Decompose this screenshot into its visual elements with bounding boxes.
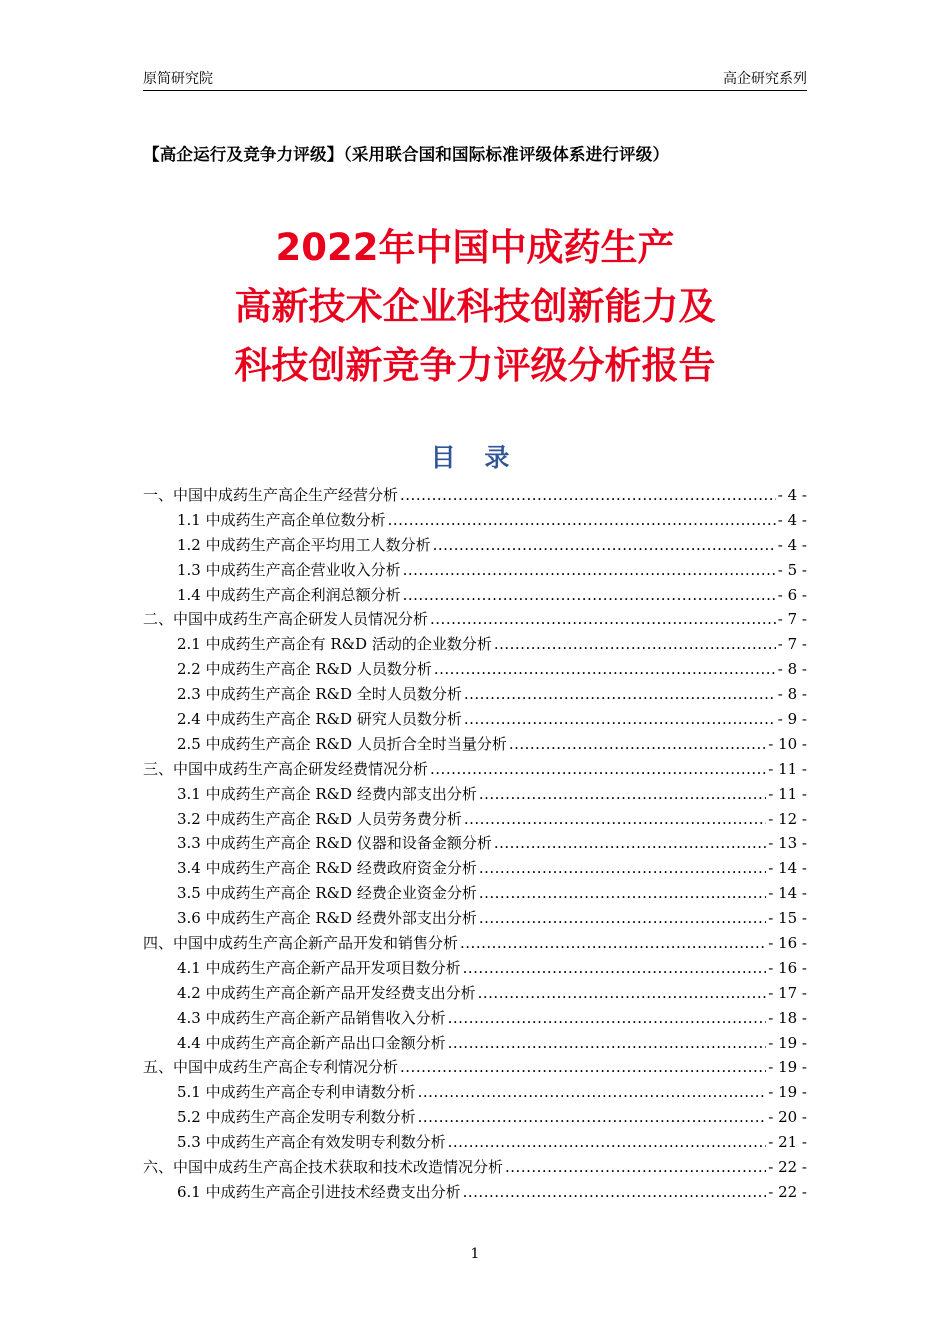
toc-dot-leader [479,785,766,803]
toc-entry-page: - 4 - [777,510,807,529]
toc-entry-label: 3.1 中成药生产高企 R&D 经费内部支出分析 [177,784,477,803]
toc-dot-leader [479,884,766,902]
page-header [143,66,807,91]
toc-subsection-entry[interactable] [143,808,807,833]
toc-dot-leader [494,834,766,852]
toc-entry-label: 3.3 中成药生产高企 R&D 仪器和设备金额分析 [177,834,492,853]
toc-subsection-entry[interactable] [143,509,807,534]
toc-entry-page: - 13 - [768,834,807,853]
toc-subsection-entry[interactable] [143,857,807,882]
report-title-line-3: 科技创新竞争力评级分析报告 [234,344,716,387]
toc-dot-leader [403,586,776,604]
toc-dot-leader [434,660,776,678]
toc-section-entry[interactable] [143,608,807,633]
toc-entry-page: - 22 - [768,1158,807,1177]
toc-subsection-entry[interactable] [143,783,807,808]
toc-entry-page: - 17 - [768,983,807,1002]
toc-entry-label: 4.1 中成药生产高企新产品开发项目数分析 [177,958,461,977]
toc-subsection-entry[interactable] [143,907,807,932]
toc-subsection-entry[interactable] [143,658,807,683]
toc-dot-leader [400,486,776,504]
toc-subsection-entry[interactable] [143,683,807,708]
toc-subsection-entry[interactable] [143,882,807,907]
toc-dot-leader [448,1133,767,1151]
toc-entry-page: - 22 - [768,1182,807,1201]
report-title-line-2: 高新技术企业科技创新能力及 [234,285,716,328]
toc-entry-page: - 19 - [768,1058,807,1077]
toc-entry-label: 一、中国中成药生产高企生产经营分析 [143,486,399,504]
toc-entry-label: 1.1 中成药生产高企单位数分析 [177,510,386,529]
toc-dot-leader [494,635,776,653]
toc-entry-page: - 10 - [768,734,807,753]
report-title [0,218,950,395]
toc-subsection-entry[interactable] [143,559,807,584]
toc-entry-label: 4.4 中成药生产高企新产品出口金额分析 [177,1033,446,1052]
toc-dot-leader [433,536,776,554]
toc-entry-label: 2.5 中成药生产高企 R&D 人员折合全时当量分析 [177,734,507,753]
toc-entry-page: - 19 - [768,1033,807,1052]
toc-subsection-entry[interactable] [143,1181,807,1206]
toc-dot-leader [505,1158,766,1176]
toc-dot-leader [448,1034,767,1052]
toc-entry-label: 1.2 中成药生产高企平均用工人数分析 [177,535,431,554]
toc-subsection-entry[interactable] [143,1106,807,1131]
header-series-name: 高企研究系列 [723,71,807,87]
toc-entry-page: - 8 - [777,660,807,679]
toc-section-entry[interactable] [143,932,807,957]
toc-dot-leader [418,1083,767,1101]
toc-dot-leader [464,810,766,828]
toc-entry-label: 5.1 中成药生产高企专利申请数分析 [177,1083,416,1102]
toc-entry-page: - 7 - [777,610,807,629]
toc-entry-label: 3.5 中成药生产高企 R&D 经费企业资金分析 [177,884,477,903]
table-of-contents [143,484,807,1206]
toc-entry-page: - 16 - [768,958,807,977]
toc-entry-label: 6.1 中成药生产高企引进技术经费支出分析 [177,1182,461,1201]
toc-entry-label: 4.3 中成药生产高企新产品销售收入分析 [177,1008,446,1027]
toc-entry-page: - 14 - [768,859,807,878]
toc-entry-page: - 15 - [768,909,807,928]
toc-entry-page: - 11 - [768,784,807,803]
toc-entry-page: - 8 - [777,685,807,704]
toc-dot-leader [463,1183,767,1201]
toc-dot-leader [463,959,767,977]
report-title-line-1: 2022年中国中成药生产 [275,226,675,269]
toc-subsection-entry[interactable] [143,1081,807,1106]
toc-dot-leader [460,934,766,952]
toc-entry-label: 1.3 中成药生产高企营业收入分析 [177,560,401,579]
toc-dot-leader [479,909,766,927]
toc-section-entry[interactable] [143,484,807,509]
toc-entry-label: 六、中国中成药生产高企技术获取和技术改造情况分析 [143,1158,504,1177]
toc-dot-leader [448,1009,767,1027]
toc-dot-leader [430,610,776,628]
toc-dot-leader [479,859,766,877]
toc-section-entry[interactable] [143,758,807,783]
toc-entry-page: - 4 - [777,535,807,554]
toc-dot-leader [478,984,767,1002]
toc-entry-page: - 11 - [768,759,807,778]
toc-section-entry[interactable] [143,1056,807,1081]
toc-entry-label: 5.3 中成药生产高企有效发明专利数分析 [177,1133,446,1152]
toc-entry-label: 3.6 中成药生产高企 R&D 经费外部支出分析 [177,909,477,928]
toc-entry-page: - 19 - [768,1083,807,1102]
toc-entry-page: - 4 - [777,486,807,504]
toc-entry-label: 4.2 中成药生产高企新产品开发经费支出分析 [177,983,476,1002]
toc-dot-leader [400,1058,766,1076]
page-number: 1 [470,1246,480,1262]
toc-subsection-entry[interactable] [143,832,807,857]
toc-entry-label: 二、中国中成药生产高企研发人员情况分析 [143,610,429,629]
toc-subsection-entry[interactable] [143,708,807,733]
toc-entry-page: - 18 - [768,1008,807,1027]
toc-subsection-entry[interactable] [143,957,807,982]
toc-entry-label: 三、中国中成药生产高企研发经费情况分析 [143,759,429,778]
toc-entry-label: 五、中国中成药生产高企专利情况分析 [143,1058,399,1077]
toc-entry-label: 5.2 中成药生产高企发明专利数分析 [177,1108,416,1127]
toc-dot-leader [464,685,776,703]
toc-section-entry[interactable] [143,1156,807,1181]
toc-entry-label: 2.4 中成药生产高企 R&D 研究人员数分析 [177,710,462,729]
report-subtitle: 【高企运行及竞争力评级】（采用联合国和国际标准评级体系进行评级） [143,145,670,164]
toc-entry-label: 3.2 中成药生产高企 R&D 人员劳务费分析 [177,809,462,828]
toc-subsection-entry[interactable] [143,733,807,758]
toc-dot-leader [418,1108,767,1126]
toc-entry-page: - 12 - [768,809,807,828]
toc-dot-leader [509,735,766,753]
toc-subsection-entry[interactable] [143,1032,807,1057]
toc-subsection-entry[interactable] [143,1131,807,1156]
toc-entry-label: 2.3 中成药生产高企 R&D 全时人员数分析 [177,685,462,704]
toc-subsection-entry[interactable] [143,534,807,559]
toc-entry-page: - 5 - [777,560,807,579]
toc-entry-page: - 9 - [777,710,807,729]
toc-dot-leader [464,710,776,728]
toc-entry-page: - 6 - [777,585,807,604]
header-org-name: 原简研究院 [143,71,213,87]
toc-entry-label: 1.4 中成药生产高企利润总额分析 [177,585,401,604]
toc-entry-label: 2.2 中成药生产高企 R&D 人员数分析 [177,660,432,679]
toc-entry-label: 2.1 中成药生产高企有 R&D 活动的企业数分析 [177,635,492,654]
toc-entry-page: - 16 - [768,934,807,953]
toc-subsection-entry[interactable] [143,1007,807,1032]
toc-dot-leader [430,760,766,778]
toc-entry-page: - 7 - [777,635,807,654]
toc-subsection-entry[interactable] [143,633,807,658]
toc-entry-page: - 21 - [768,1133,807,1152]
toc-dot-leader [388,511,776,529]
toc-entry-label: 四、中国中成药生产高企新产品开发和销售分析 [143,934,459,953]
toc-entry-page: - 14 - [768,884,807,903]
toc-dot-leader [403,561,776,579]
toc-subsection-entry[interactable] [143,584,807,609]
toc-subsection-entry[interactable] [143,982,807,1007]
toc-entry-page: - 20 - [768,1108,807,1127]
toc-heading: 目 录 [430,443,520,472]
toc-entry-label: 3.4 中成药生产高企 R&D 经费政府资金分析 [177,859,477,878]
